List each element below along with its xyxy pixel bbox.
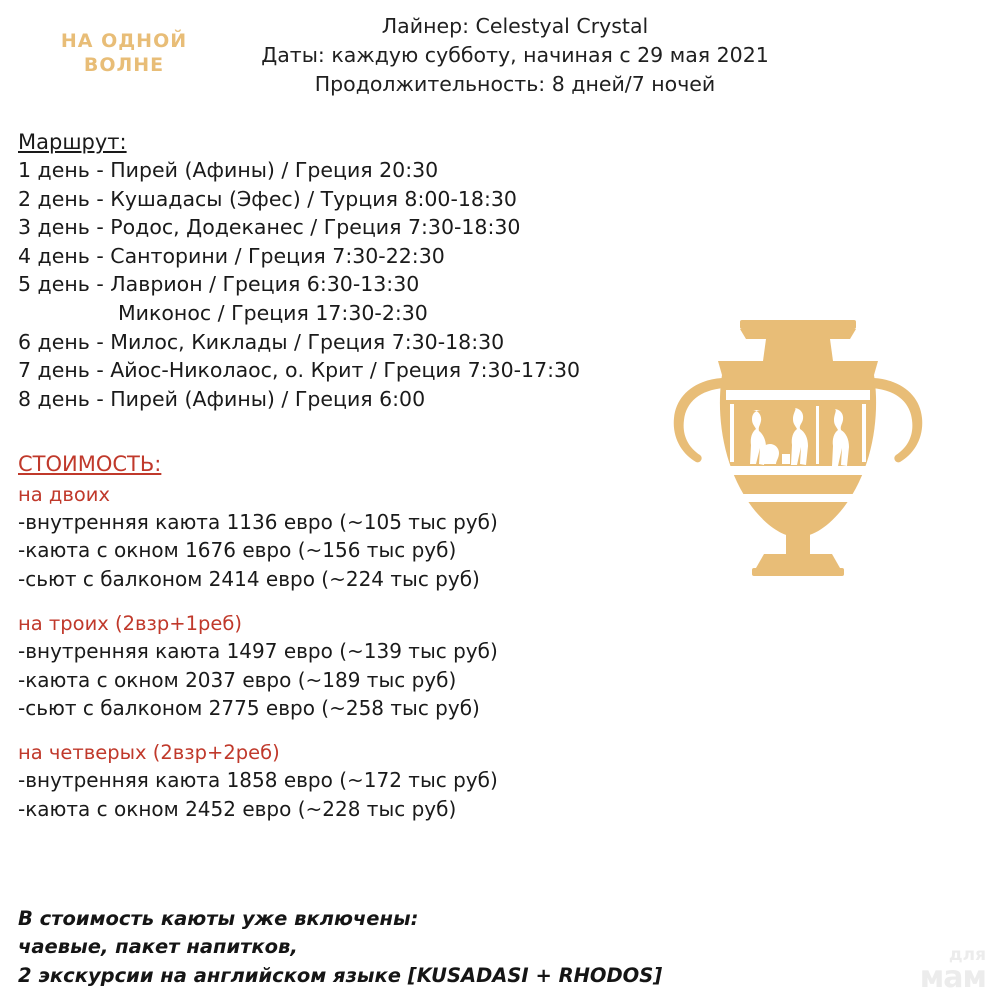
route-line: 2 день - Кушадасы (Эфес) / Турция 8:00-18:30: [18, 186, 517, 211]
note-line: чаевые, пакет напитков,: [18, 935, 298, 959]
note-line: 2 экскурсии на английском языке [KUSADASI + RHODOS]: [18, 963, 663, 987]
price-row: -каюта с окном 2037 евро (~189 тыс руб): [18, 667, 457, 692]
route-line: 1 день - Пирей (Афины) / Греция 20:30: [18, 158, 439, 182]
greek-amphora-vase-icon: [648, 312, 948, 642]
header-duration: Продолжительность: 8 дней/7 ночей: [314, 72, 716, 97]
price-section: [18, 452, 638, 842]
price-group-head: на четверых (2взр+2реб): [18, 741, 280, 765]
price-row: -внутренняя каюта 1858 евро (~172 тыс руб): [18, 768, 498, 793]
price-row: -каюта с окном 2452 евро (~228 тыс руб): [18, 796, 457, 821]
price-group: [18, 483, 638, 593]
price-group: [18, 741, 638, 823]
watermark-line-top: для: [948, 945, 986, 966]
route-line: Миконос / Греция 17:30-2:30: [118, 300, 428, 325]
price-title: СТОИМОСТЬ:: [18, 452, 162, 476]
route-line: 4 день - Санторини / Греция 7:30-22:30: [18, 243, 445, 268]
route-title: Маршрут:: [18, 130, 127, 154]
route-section: [18, 130, 698, 413]
greek-amphora-vase-illustration: [648, 312, 948, 642]
watermark: [919, 945, 986, 995]
watermark-line-bottom: мам: [919, 959, 986, 995]
price-row: -внутренняя каюта 1497 евро (~139 тыс руб): [18, 639, 498, 664]
route-line: 6 день - Милос, Киклады / Греция 7:30-18:30: [18, 329, 505, 354]
price-row: -сьют с балконом 2414 евро (~224 тыс руб): [18, 566, 480, 591]
route-line: 8 день - Пирей (Афины) / Греция 6:00: [18, 386, 426, 411]
header-liner: Лайнер: Celestyal Crystal: [381, 14, 649, 38]
route-line: 3 день - Родос, Додеканес / Греция 7:30-18:30: [18, 215, 521, 240]
route-line: 7 день - Айос-Николаос, о. Крит / Греция 7:30-17:30: [18, 358, 581, 383]
price-row: -каюта с окном 1676 евро (~156 тыс руб): [18, 538, 457, 563]
route-line: 5 день - Лаврион / Греция 6:30-13:30: [18, 272, 420, 297]
brand-logo-text: НА ОДНОЙ ВОЛНЕ: [60, 30, 188, 76]
included-note: [18, 905, 778, 990]
price-row: -сьют с балконом 2775 евро (~258 тыс руб): [18, 695, 480, 720]
price-group-head: на троих (2взр+1реб): [18, 612, 242, 636]
note-line: В стоимость каюты уже включены:: [18, 907, 419, 930]
price-group: [18, 612, 638, 722]
cruise-header: [215, 12, 815, 99]
price-row: -внутренняя каюта 1136 евро (~105 тыс руб): [18, 510, 498, 534]
brand-logo: [34, 30, 214, 78]
price-group-head: на двоих: [18, 483, 111, 506]
header-dates: Даты: каждую субботу, начиная с 29 мая 2021: [261, 43, 769, 68]
